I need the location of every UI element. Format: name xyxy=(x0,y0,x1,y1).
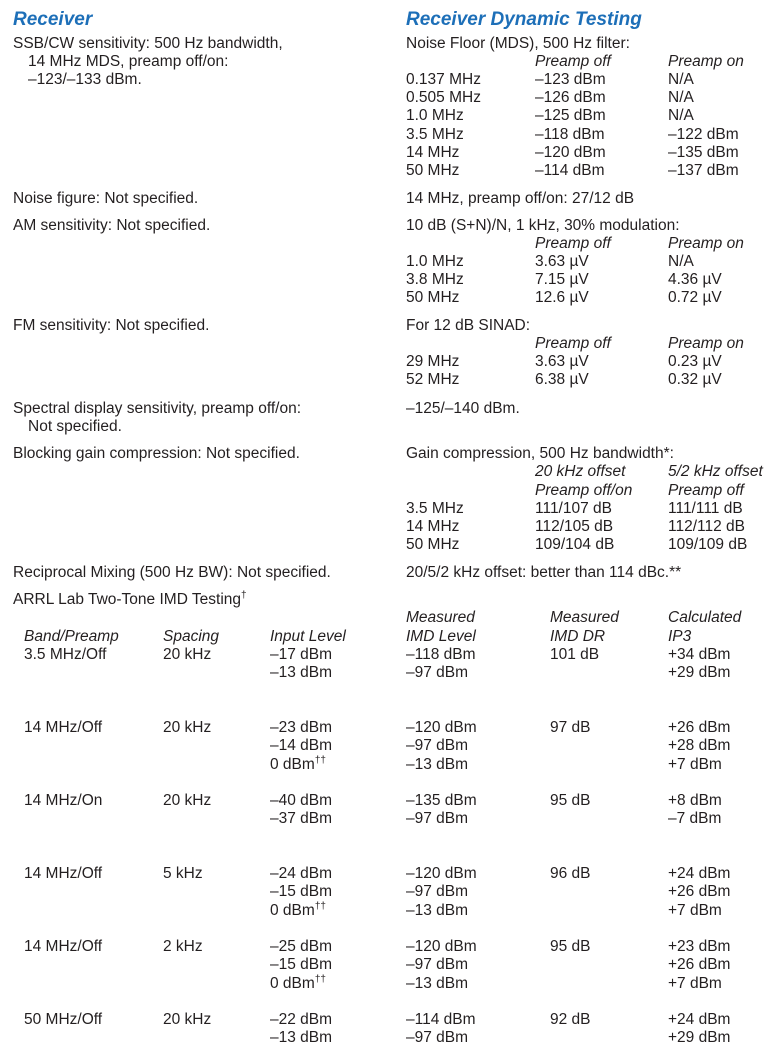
imd-ip3: +29 dBm xyxy=(668,664,731,682)
mds-frequency: 50 MHz xyxy=(406,162,460,179)
imd-ip3: +26 dBm xyxy=(668,956,731,974)
fm-sensitivity-spec: FM sensitivity: Not specified. xyxy=(13,317,210,334)
imd-header-dr-measured: Measured xyxy=(550,609,619,626)
gain-frequency: 3.5 MHz xyxy=(406,500,464,517)
imd-dynamic-range: 101 dB xyxy=(550,646,600,663)
imd-input-level: 0 dBm†† xyxy=(270,900,326,919)
imd-input-level: –13 dBm xyxy=(270,1029,333,1047)
mds-frequency: 1.0 MHz xyxy=(406,107,464,125)
spectral-result: –125/–140 dBm. xyxy=(406,400,520,417)
gain-frequency: 14 MHz xyxy=(406,518,460,536)
mds-frequency: 0.505 MHz xyxy=(406,89,481,107)
spectral-spec-line-1: Spectral display sensitivity, preamp off/on: xyxy=(13,400,302,417)
imd-ip3: +24 dBm xyxy=(668,865,731,882)
imd-ip3: +24 dBm xyxy=(668,1011,731,1028)
gain-compression-label: Gain compression, 500 Hz bandwidth*: xyxy=(406,445,674,462)
mds-preamp-on: –135 dBm xyxy=(668,143,739,161)
imd-input-level: –24 dBm xyxy=(270,865,333,882)
reciprocal-mixing-result: 20/5/2 kHz offset: better than 114 dBc.** xyxy=(406,564,682,581)
mds-preamp-off: –114 dBm xyxy=(535,162,605,179)
imd-ip3: +28 dBm xyxy=(668,737,731,755)
imd-input-level: –25 dBm xyxy=(270,938,333,955)
imd-ip3: +7 dBm xyxy=(668,974,722,992)
fm-frequency: 29 MHz xyxy=(406,353,460,370)
fm-header-preamp-off: Preamp off xyxy=(535,335,611,352)
double-dagger-mark: †† xyxy=(314,973,326,985)
imd-level: –118 dBm xyxy=(406,646,476,663)
fm-label: For 12 dB SINAD: xyxy=(406,317,531,334)
imd-input-level: –15 dBm xyxy=(270,883,333,901)
fm-preamp-off: 3.63 µV xyxy=(535,353,589,370)
mds-preamp-on: –137 dBm xyxy=(668,162,739,179)
mds-preamp-off: –123 dBm xyxy=(535,71,606,88)
fm-preamp-off: 6.38 µV xyxy=(535,371,589,389)
gain-frequency: 50 MHz xyxy=(406,536,460,554)
gain-20khz: 112/105 dB xyxy=(535,518,614,536)
imd-spacing: 20 kHz xyxy=(163,792,212,809)
am-preamp-off: 7.15 µV xyxy=(535,271,589,289)
mds-frequency: 14 MHz xyxy=(406,143,460,161)
imd-spacing: 5 kHz xyxy=(163,865,203,882)
imd-header-band: Band/Preamp xyxy=(24,628,119,645)
double-dagger-mark: †† xyxy=(314,900,326,912)
fm-preamp-on: 0.32 µV xyxy=(668,371,722,389)
imd-level: –120 dBm xyxy=(406,938,477,955)
imd-band: 50 MHz/Off xyxy=(24,1011,103,1028)
imd-header-calculated: Calculated xyxy=(668,609,742,626)
noise-figure-result: 14 MHz, preamp off/on: 27/12 dB xyxy=(406,190,635,207)
imd-level: –97 dBm xyxy=(406,664,469,682)
imd-ip3: +34 dBm xyxy=(668,646,731,663)
imd-ip3: +23 dBm xyxy=(668,938,731,955)
imd-ip3: +8 dBm xyxy=(668,792,722,809)
mds-preamp-on: N/A xyxy=(668,71,694,88)
spectral-spec-line-2: Not specified. xyxy=(28,418,122,435)
imd-level: –97 dBm xyxy=(406,1029,469,1047)
imd-spacing: 20 kHz xyxy=(163,646,212,663)
imd-spacing: 20 kHz xyxy=(163,1011,212,1028)
imd-dynamic-range: 95 dB xyxy=(550,792,591,809)
imd-level: –13 dBm xyxy=(406,755,469,773)
gain-52khz: 109/109 dB xyxy=(668,536,748,554)
imd-band: 14 MHz/Off xyxy=(24,719,103,736)
imd-header-input: Input Level xyxy=(270,628,346,645)
mds-preamp-off: –120 dBm xyxy=(535,143,606,161)
imd-level: –120 dBm xyxy=(406,865,477,882)
imd-header-spacing: Spacing xyxy=(163,628,220,645)
imd-level: –97 dBm xyxy=(406,883,469,901)
fm-preamp-on: 0.23 µV xyxy=(668,353,722,370)
imd-band: 14 MHz/Off xyxy=(24,865,103,882)
imd-ip3: –7 dBm xyxy=(668,810,722,828)
imd-level: –13 dBm xyxy=(406,974,469,992)
am-frequency: 50 MHz xyxy=(406,289,460,307)
am-preamp-on: N/A xyxy=(668,253,694,270)
imd-band: 14 MHz/On xyxy=(24,792,103,809)
imd-input-level: –14 dBm xyxy=(270,737,333,755)
gain-header-52khz: 5/2 kHz offset xyxy=(668,463,763,480)
imd-input-level: 0 dBm†† xyxy=(270,973,326,992)
imd-header-level: IMD Level xyxy=(406,628,476,645)
gain-header-20khz: 20 kHz offset xyxy=(535,463,626,480)
imd-ip3: +26 dBm xyxy=(668,719,731,736)
imd-level: –97 dBm xyxy=(406,810,469,828)
mds-header-preamp-on: Preamp on xyxy=(668,53,744,70)
fm-header-preamp-on: Preamp on xyxy=(668,335,744,352)
mds-header-preamp-off: Preamp off xyxy=(535,53,611,70)
imd-band: 3.5 MHz/Off xyxy=(24,646,107,663)
double-dagger-mark: †† xyxy=(314,754,326,766)
mds-frequency: 0.137 MHz xyxy=(406,71,481,88)
imd-ip3: +7 dBm xyxy=(668,755,722,773)
mds-preamp-off: –125 dBm xyxy=(535,107,606,125)
mds-preamp-on: N/A xyxy=(668,89,694,107)
am-label: 10 dB (S+N)/N, 1 kHz, 30% modulation: xyxy=(406,217,680,234)
mds-preamp-on: N/A xyxy=(668,107,694,125)
gain-20khz: 111/107 dB xyxy=(535,500,612,517)
mds-label: Noise Floor (MDS), 500 Hz filter: xyxy=(406,35,630,52)
gain-52khz: 112/112 dB xyxy=(668,518,745,536)
imd-level: –97 dBm xyxy=(406,737,469,755)
am-preamp-on: 4.36 µV xyxy=(668,271,722,289)
imd-spacing: 2 kHz xyxy=(163,938,203,955)
gain-header-preamp-off: Preamp off xyxy=(668,482,744,499)
am-frequency: 1.0 MHz xyxy=(406,253,464,270)
imd-header-measured: Measured xyxy=(406,609,475,626)
dynamic-testing-heading: Receiver Dynamic Testing xyxy=(406,9,642,30)
gain-20khz: 109/104 dB xyxy=(535,536,615,554)
imd-input-level: –37 dBm xyxy=(270,810,333,828)
imd-input-level: –23 dBm xyxy=(270,719,333,736)
noise-figure-spec: Noise figure: Not specified. xyxy=(13,190,199,207)
imd-ip3: +26 dBm xyxy=(668,883,731,901)
mds-preamp-off: –126 dBm xyxy=(535,89,606,107)
imd-header-dr: IMD DR xyxy=(550,628,606,645)
imd-header-ip3: IP3 xyxy=(668,628,692,645)
mds-preamp-off: –118 dBm xyxy=(535,125,605,143)
imd-level: –120 dBm xyxy=(406,719,477,736)
am-frequency: 3.8 MHz xyxy=(406,271,464,289)
am-preamp-off: 3.63 µV xyxy=(535,253,589,270)
am-preamp-on: 0.72 µV xyxy=(668,289,722,307)
imd-input-level: –40 dBm xyxy=(270,792,333,809)
mds-preamp-on: –122 dBm xyxy=(668,125,739,143)
imd-level: –13 dBm xyxy=(406,901,469,919)
imd-input-level: –13 dBm xyxy=(270,664,333,682)
imd-dynamic-range: 92 dB xyxy=(550,1011,591,1028)
imd-input-level: –22 dBm xyxy=(270,1011,333,1028)
am-header-preamp-off: Preamp off xyxy=(535,235,611,252)
ssb-spec-line-1: SSB/CW sensitivity: 500 Hz bandwidth, xyxy=(13,35,283,52)
imd-input-level: –17 dBm xyxy=(270,646,333,663)
mds-frequency: 3.5 MHz xyxy=(406,125,464,143)
imd-input-level: –15 dBm xyxy=(270,956,333,974)
imd-ip3: +29 dBm xyxy=(668,1029,731,1047)
imd-input-level: 0 dBm†† xyxy=(270,754,326,773)
imd-level: –97 dBm xyxy=(406,956,469,974)
imd-dynamic-range: 97 dB xyxy=(550,719,591,736)
dagger-mark: † xyxy=(241,590,247,601)
imd-level: –114 dBm xyxy=(406,1011,476,1028)
imd-band: 14 MHz/Off xyxy=(24,938,103,955)
receiver-heading: Receiver xyxy=(13,9,93,30)
am-sensitivity-spec: AM sensitivity: Not specified. xyxy=(13,217,211,234)
am-header-preamp-on: Preamp on xyxy=(668,235,744,252)
imd-level: –135 dBm xyxy=(406,792,477,809)
gain-52khz: 111/111 dB xyxy=(668,500,743,517)
ssb-spec-line-3: –123/–133 dBm. xyxy=(28,71,142,88)
imd-dynamic-range: 95 dB xyxy=(550,938,591,955)
imd-spacing: 20 kHz xyxy=(163,719,212,736)
ssb-spec-line-2: 14 MHz MDS, preamp off/on: xyxy=(28,53,229,70)
am-preamp-off: 12.6 µV xyxy=(535,289,589,307)
blocking-spec: Blocking gain compression: Not specified. xyxy=(13,445,300,462)
reciprocal-mixing-spec: Reciprocal Mixing (500 Hz BW): Not specified. xyxy=(13,564,331,581)
gain-header-preamp-offon: Preamp off/on xyxy=(535,482,633,499)
fm-frequency: 52 MHz xyxy=(406,371,460,389)
imd-section-title: ARRL Lab Two-Tone IMD Testing† xyxy=(13,590,247,608)
imd-dynamic-range: 96 dB xyxy=(550,865,591,882)
imd-ip3: +7 dBm xyxy=(668,901,722,919)
